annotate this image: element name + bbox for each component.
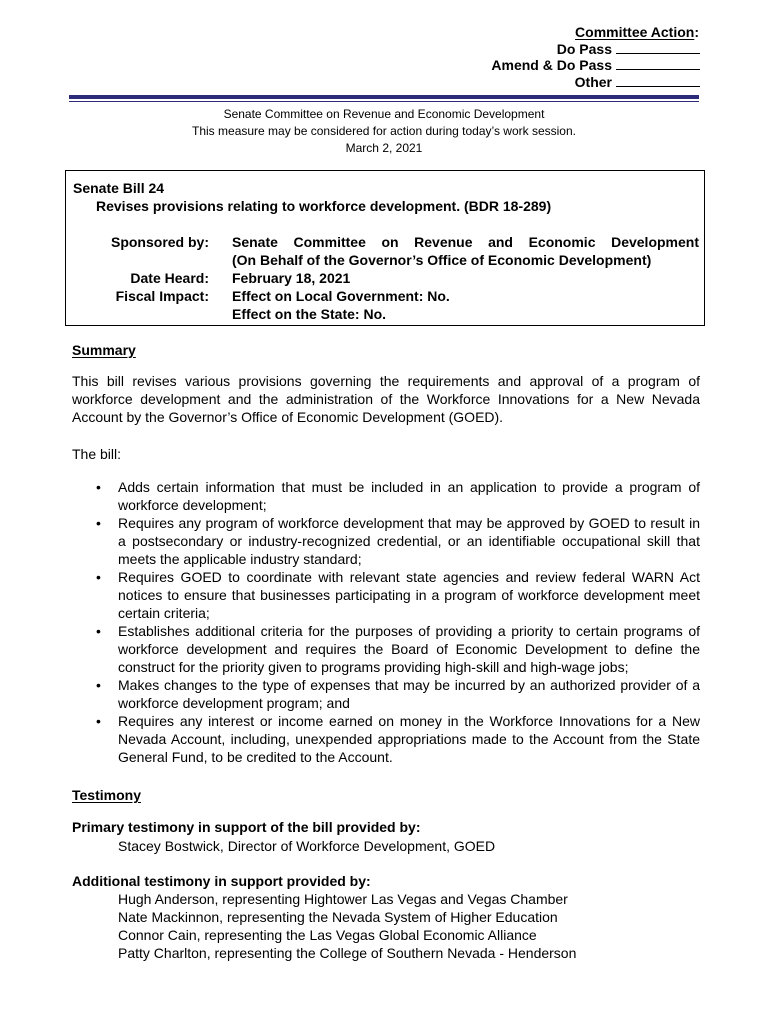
committee-action-heading-row — [420, 24, 700, 41]
fiscal-impact-local: Effect on Local Government: No. — [232, 288, 450, 304]
action-option-blank — [616, 41, 700, 54]
action-option-do-pass — [420, 41, 700, 58]
list-item: • Makes changes to the type of expenses that may be incurred by an authorized provider of a workforce development program; and — [96, 677, 700, 711]
sponsored-by-on-behalf: (On Behalf of the Governor’s Office of Economic Development) — [232, 252, 652, 268]
bullet-icon: • — [96, 479, 101, 495]
date-heard-label: Date Heard: — [130, 270, 209, 286]
bill-meta-values — [232, 233, 699, 323]
action-option-blank — [616, 57, 700, 70]
fiscal-impact-label: Fiscal Impact: — [115, 288, 209, 304]
action-option-other — [420, 74, 700, 91]
list-item: • Adds certain information that must be included in an application to provide a program of workforce development; — [96, 479, 700, 513]
bill-title: Senate Bill 24 — [73, 180, 165, 196]
action-option-amend-do-pass — [420, 57, 700, 74]
committee-name: Senate Committee on Revenue and Economic Development — [223, 107, 545, 121]
additional-testimony-heading: Additional testimony in support provided by: — [72, 873, 371, 889]
bill-meta-labels — [73, 233, 209, 305]
summary-heading: Summary — [72, 342, 136, 358]
bullet-icon: • — [96, 515, 101, 531]
bullet-icon: • — [96, 713, 101, 729]
action-option-label: Do Pass — [556, 40, 612, 57]
additional-testifier: Nate Mackinnon, representing the Nevada System of Higher Education — [118, 909, 558, 925]
fiscal-impact-state: Effect on the State: No. — [232, 306, 387, 322]
summary-bullet-list — [72, 478, 700, 766]
bill-info-box — [65, 170, 705, 326]
sponsored-by-value: Senate Committee on Revenue and Economic Development — [232, 234, 699, 250]
additional-testifier: Patty Charlton, representing the College of Southern Nevada - Henderson — [118, 945, 577, 961]
bullet-icon: • — [96, 623, 101, 639]
committee-action-block — [420, 24, 700, 90]
additional-testifier: Hugh Anderson, representing Hightower Las Vegas and Vegas Chamber — [118, 891, 568, 907]
committee-header — [69, 106, 699, 157]
bullet-icon: • — [96, 677, 101, 693]
committee-action-heading-colon: : — [694, 24, 699, 40]
testimony-heading: Testimony — [72, 787, 141, 803]
list-item: • Establishes additional criteria for the purposes of providing a priority to certain programs of workforce development and requires the Board of Economic Development to define the construct for the priority given to programs providing high-skill and high-wage jobs; — [96, 623, 700, 675]
header-divider-thick — [69, 95, 699, 99]
action-option-label: Amend & Do Pass — [491, 57, 612, 73]
additional-testifier: Connor Cain, representing the Las Vegas Global Economic Alliance — [118, 927, 537, 943]
sponsored-by-label: Sponsored by: — [110, 234, 209, 250]
work-session-notice: This measure may be considered for action during today’s work session. — [192, 124, 576, 138]
list-item: • Requires any program of workforce development that may be approved by GOED to result in a postsecondary or industry-recognized credential, or an identifiable occupational skill that meets the applicable industry standard; — [96, 515, 700, 567]
session-date: March 2, 2021 — [345, 141, 423, 155]
summary-intro: This bill revises various provisions governing the requirements and approval of a program of workforce development and the administration of the Workforce Innovations for a New Nevada Account by the Governor’s Office of Economic Development (GOED). — [72, 373, 700, 425]
action-option-label: Other — [574, 73, 612, 90]
action-option-blank — [616, 74, 700, 87]
header-divider-thin — [69, 101, 699, 102]
bullet-icon: • — [96, 569, 101, 585]
date-heard-value: February 18, 2021 — [232, 270, 351, 286]
bill-description: Revises provisions relating to workforce development. (BDR 18-289) — [96, 198, 552, 214]
list-item: • Requires GOED to coordinate with relevant state agencies and review federal WARN Act notices to ensure that businesses participating in a program of workforce development meet certain criteria; — [96, 569, 700, 621]
primary-testifier: Stacey Bostwick, Director of Workforce Development, GOED — [118, 838, 496, 854]
the-bill-label: The bill: — [72, 446, 122, 462]
primary-testimony-heading: Primary testimony in support of the bill provided by: — [72, 819, 421, 835]
list-item: • Requires any interest or income earned on money in the Workforce Innovations for a New Nevada Account, including, unexpended appropriations made to the Account from the State General Fund, to be credited to the Account. — [96, 713, 700, 765]
committee-action-heading: Committee Action — [575, 24, 695, 40]
